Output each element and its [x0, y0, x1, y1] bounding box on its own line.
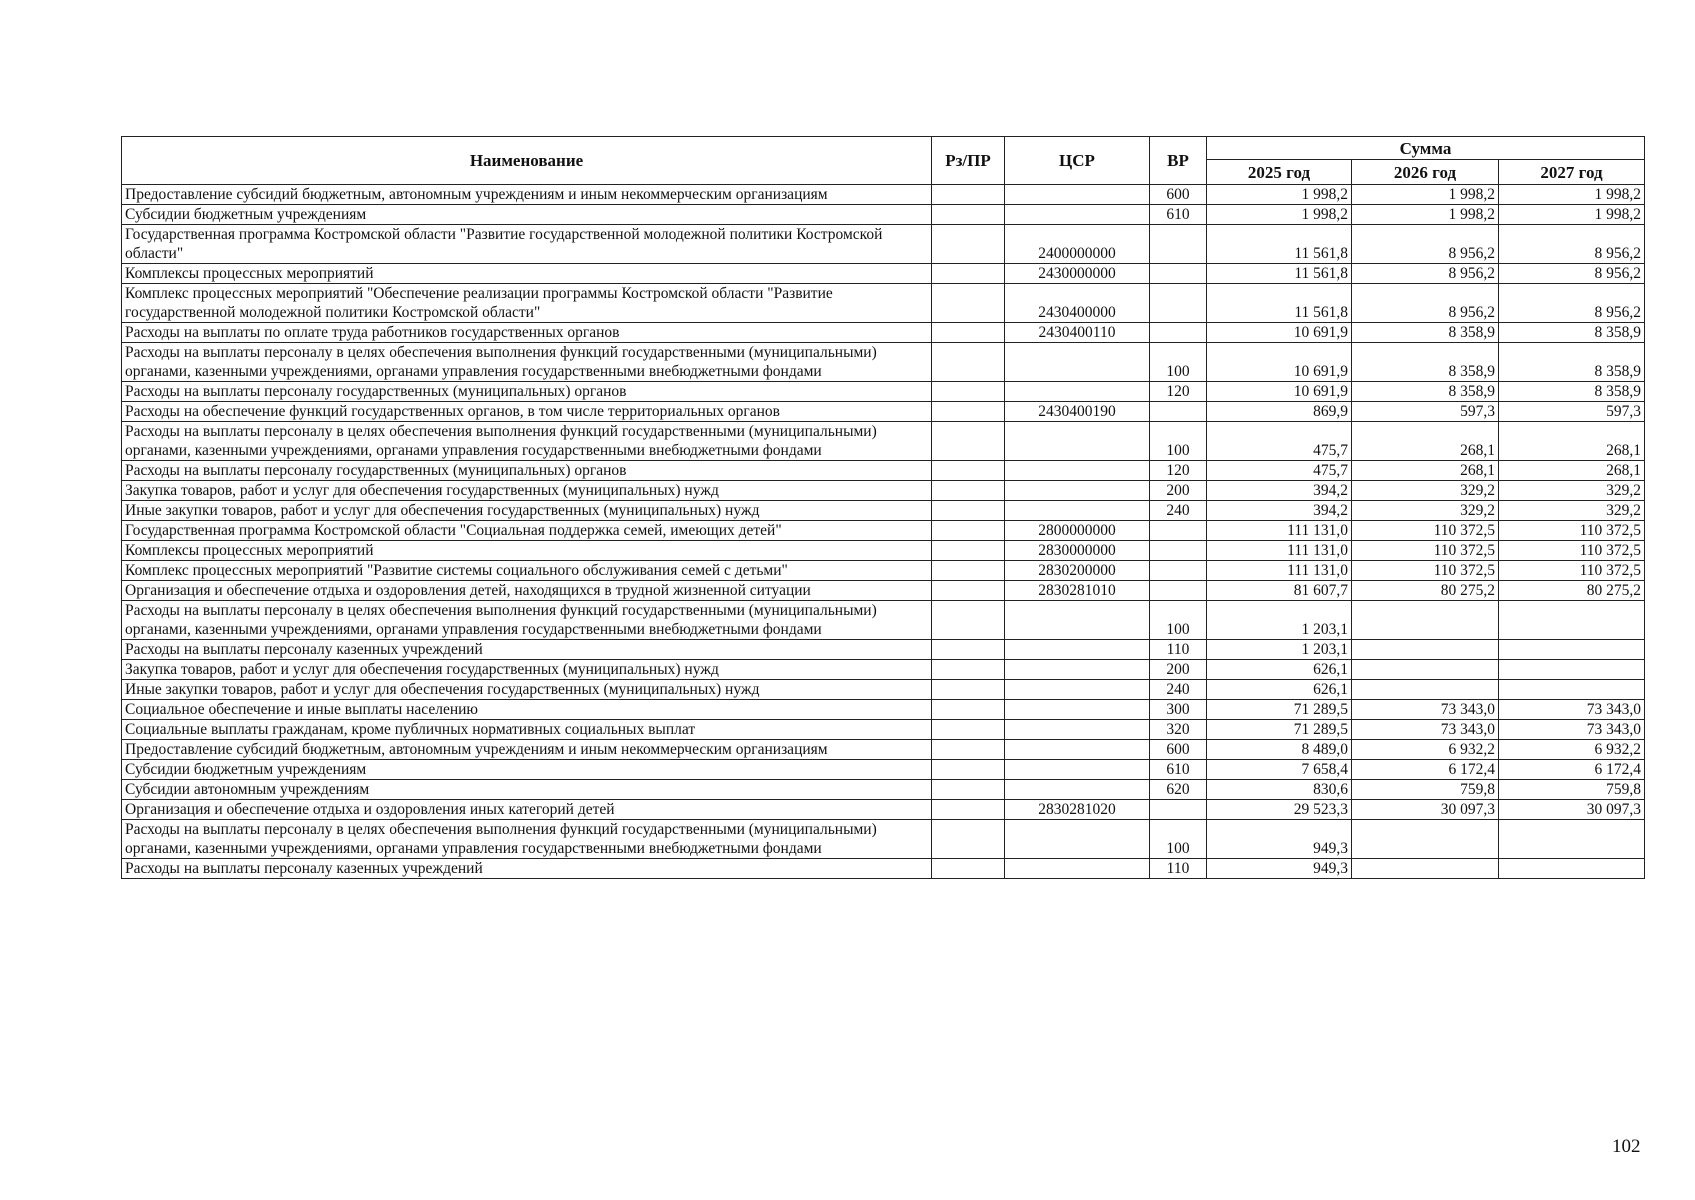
cell-2027: 73 343,0: [1499, 700, 1645, 720]
table-row: [122, 284, 1645, 323]
cell-2026: 110 372,5: [1352, 521, 1499, 541]
table-row: [122, 700, 1645, 720]
cell-name: Предоставление субсидий бюджетным, автономным учреждениям и иным некоммерческим организациям: [122, 740, 932, 760]
cell-2025: 71 289,5: [1207, 720, 1352, 740]
cell-name: Расходы на выплаты персоналу в целях обеспечения выполнения функций государственными (муниципальными) органами, казенными учреждениями, органами управления государственными внебюджетными фондами: [122, 820, 932, 859]
table-row: [122, 640, 1645, 660]
cell-2026: 80 275,2: [1352, 581, 1499, 601]
cell-name: Расходы на выплаты персоналу государственных (муниципальных) органов: [122, 382, 932, 402]
cell-rzpr: [932, 343, 1005, 382]
table-row: [122, 680, 1645, 700]
cell-name: Комплексы процессных мероприятий: [122, 264, 932, 284]
cell-vr: 320: [1150, 720, 1207, 740]
cell-csr: 2430400110: [1005, 323, 1150, 343]
cell-csr: [1005, 859, 1150, 879]
cell-csr: [1005, 501, 1150, 521]
cell-2025: 626,1: [1207, 680, 1352, 700]
cell-name: Субсидии бюджетным учреждениям: [122, 760, 932, 780]
cell-2026: 268,1: [1352, 461, 1499, 481]
cell-2026: 8 956,2: [1352, 225, 1499, 264]
table-row: [122, 185, 1645, 205]
cell-csr: [1005, 740, 1150, 760]
cell-vr: [1150, 561, 1207, 581]
cell-2026: 329,2: [1352, 481, 1499, 501]
cell-csr: [1005, 343, 1150, 382]
cell-2025: 10 691,9: [1207, 382, 1352, 402]
cell-csr: [1005, 680, 1150, 700]
cell-2025: 81 607,7: [1207, 581, 1352, 601]
table-row: [122, 820, 1645, 859]
cell-2026: 329,2: [1352, 501, 1499, 521]
table-row: [122, 461, 1645, 481]
cell-vr: 110: [1150, 640, 1207, 660]
cell-2025: 830,6: [1207, 780, 1352, 800]
cell-vr: 100: [1150, 820, 1207, 859]
cell-2025: 10 691,9: [1207, 343, 1352, 382]
table-row: [122, 541, 1645, 561]
cell-name: Комплекс процессных мероприятий "Обеспечение реализации программы Костромской области "Развитие государственной молодежной политики Костромской области": [122, 284, 932, 323]
cell-2026: [1352, 601, 1499, 640]
header-sum: Сумма: [1207, 137, 1645, 160]
header-year-2025: 2025 год: [1207, 160, 1352, 185]
header-vr: ВР: [1150, 137, 1207, 185]
cell-rzpr: [932, 760, 1005, 780]
cell-rzpr: [932, 561, 1005, 581]
cell-2025: 10 691,9: [1207, 323, 1352, 343]
table-row: [122, 323, 1645, 343]
cell-2026: 1 998,2: [1352, 205, 1499, 225]
cell-2026: 8 358,9: [1352, 343, 1499, 382]
cell-2027: 8 358,9: [1499, 382, 1645, 402]
cell-2027: 8 956,2: [1499, 264, 1645, 284]
cell-rzpr: [932, 581, 1005, 601]
cell-name: Закупка товаров, работ и услуг для обеспечения государственных (муниципальных) нужд: [122, 481, 932, 501]
cell-rzpr: [932, 264, 1005, 284]
cell-vr: [1150, 225, 1207, 264]
cell-2026: [1352, 640, 1499, 660]
cell-name: Государственная программа Костромской области "Развитие государственной молодежной политики Костромской области": [122, 225, 932, 264]
cell-rzpr: [932, 521, 1005, 541]
cell-csr: [1005, 820, 1150, 859]
cell-2025: 475,7: [1207, 461, 1352, 481]
cell-vr: 110: [1150, 859, 1207, 879]
cell-2027: 73 343,0: [1499, 720, 1645, 740]
cell-vr: 100: [1150, 601, 1207, 640]
cell-2027: 1 998,2: [1499, 205, 1645, 225]
cell-2026: 6 932,2: [1352, 740, 1499, 760]
cell-csr: [1005, 205, 1150, 225]
table-row: [122, 859, 1645, 879]
table-row: [122, 581, 1645, 601]
cell-vr: 600: [1150, 185, 1207, 205]
cell-rzpr: [932, 740, 1005, 760]
table-row: [122, 561, 1645, 581]
cell-2025: 1 203,1: [1207, 640, 1352, 660]
cell-2025: 111 131,0: [1207, 541, 1352, 561]
cell-name: Социальное обеспечение и иные выплаты населению: [122, 700, 932, 720]
cell-name: Закупка товаров, работ и услуг для обеспечения государственных (муниципальных) нужд: [122, 660, 932, 680]
cell-2026: 597,3: [1352, 402, 1499, 422]
cell-csr: [1005, 461, 1150, 481]
cell-vr: 620: [1150, 780, 1207, 800]
header-year-2026: 2026 год: [1352, 160, 1499, 185]
cell-rzpr: [932, 323, 1005, 343]
table-row: [122, 264, 1645, 284]
cell-2027: 6 932,2: [1499, 740, 1645, 760]
cell-csr: [1005, 700, 1150, 720]
cell-vr: 240: [1150, 501, 1207, 521]
cell-vr: 120: [1150, 382, 1207, 402]
table-row: [122, 800, 1645, 820]
cell-2025: 869,9: [1207, 402, 1352, 422]
cell-2027: 759,8: [1499, 780, 1645, 800]
table-row: [122, 660, 1645, 680]
table-row: [122, 760, 1645, 780]
cell-2025: 626,1: [1207, 660, 1352, 680]
cell-name: Субсидии автономным учреждениям: [122, 780, 932, 800]
cell-2027: [1499, 601, 1645, 640]
cell-vr: [1150, 521, 1207, 541]
cell-vr: 610: [1150, 205, 1207, 225]
cell-2026: [1352, 660, 1499, 680]
cell-2027: 8 956,2: [1499, 225, 1645, 264]
cell-2026: 6 172,4: [1352, 760, 1499, 780]
cell-2026: [1352, 859, 1499, 879]
cell-vr: [1150, 284, 1207, 323]
cell-2027: 8 358,9: [1499, 323, 1645, 343]
cell-2025: 8 489,0: [1207, 740, 1352, 760]
cell-rzpr: [932, 640, 1005, 660]
table-row: [122, 343, 1645, 382]
cell-csr: [1005, 601, 1150, 640]
cell-2025: 11 561,8: [1207, 284, 1352, 323]
cell-name: Расходы на выплаты персоналу казенных учреждений: [122, 859, 932, 879]
cell-rzpr: [932, 800, 1005, 820]
cell-rzpr: [932, 382, 1005, 402]
cell-csr: 2830200000: [1005, 561, 1150, 581]
cell-csr: 2830281020: [1005, 800, 1150, 820]
cell-rzpr: [932, 859, 1005, 879]
cell-2026: 8 358,9: [1352, 323, 1499, 343]
cell-csr: 2830000000: [1005, 541, 1150, 561]
cell-csr: [1005, 185, 1150, 205]
cell-2026: 110 372,5: [1352, 541, 1499, 561]
cell-2027: [1499, 820, 1645, 859]
cell-2027: 110 372,5: [1499, 541, 1645, 561]
cell-2026: 759,8: [1352, 780, 1499, 800]
header-year-2027: 2027 год: [1499, 160, 1645, 185]
cell-vr: 200: [1150, 481, 1207, 501]
cell-rzpr: [932, 720, 1005, 740]
header-name: Наименование: [122, 137, 932, 185]
cell-vr: 100: [1150, 343, 1207, 382]
cell-2025: 394,2: [1207, 501, 1352, 521]
table-row: [122, 225, 1645, 264]
cell-csr: [1005, 422, 1150, 461]
cell-2027: 110 372,5: [1499, 521, 1645, 541]
cell-csr: 2430000000: [1005, 264, 1150, 284]
cell-rzpr: [932, 820, 1005, 859]
cell-2027: 597,3: [1499, 402, 1645, 422]
cell-rzpr: [932, 601, 1005, 640]
cell-rzpr: [932, 541, 1005, 561]
cell-vr: 120: [1150, 461, 1207, 481]
table-row: [122, 521, 1645, 541]
cell-csr: [1005, 481, 1150, 501]
cell-2026: 8 956,2: [1352, 264, 1499, 284]
cell-name: Субсидии бюджетным учреждениям: [122, 205, 932, 225]
cell-name: Организация и обеспечение отдыха и оздоровления детей, находящихся в трудной жизненной ситуации: [122, 581, 932, 601]
cell-2025: 29 523,3: [1207, 800, 1352, 820]
cell-2025: 111 131,0: [1207, 521, 1352, 541]
table-header: [122, 137, 1645, 185]
cell-name: Комплекс процессных мероприятий "Развитие системы социального обслуживания семей с детьми": [122, 561, 932, 581]
cell-2025: 394,2: [1207, 481, 1352, 501]
cell-rzpr: [932, 402, 1005, 422]
cell-rzpr: [932, 422, 1005, 461]
cell-rzpr: [932, 481, 1005, 501]
cell-2027: 110 372,5: [1499, 561, 1645, 581]
table-row: [122, 740, 1645, 760]
cell-rzpr: [932, 185, 1005, 205]
cell-vr: 240: [1150, 680, 1207, 700]
cell-2025: 111 131,0: [1207, 561, 1352, 581]
cell-2027: 329,2: [1499, 501, 1645, 521]
budget-table: [121, 136, 1645, 879]
table-row: [122, 481, 1645, 501]
cell-rzpr: [932, 501, 1005, 521]
cell-name: Расходы на выплаты по оплате труда работников государственных органов: [122, 323, 932, 343]
cell-rzpr: [932, 700, 1005, 720]
cell-vr: [1150, 264, 1207, 284]
cell-csr: [1005, 382, 1150, 402]
cell-name: Расходы на выплаты персоналу казенных учреждений: [122, 640, 932, 660]
cell-2027: [1499, 680, 1645, 700]
cell-csr: 2800000000: [1005, 521, 1150, 541]
cell-name: Государственная программа Костромской области "Социальная поддержка семей, имеющих детей": [122, 521, 932, 541]
cell-2026: 30 097,3: [1352, 800, 1499, 820]
cell-rzpr: [932, 225, 1005, 264]
cell-2025: 475,7: [1207, 422, 1352, 461]
cell-vr: 200: [1150, 660, 1207, 680]
cell-vr: [1150, 541, 1207, 561]
cell-2025: 1 998,2: [1207, 185, 1352, 205]
cell-2026: 73 343,0: [1352, 700, 1499, 720]
cell-2027: [1499, 660, 1645, 680]
cell-2027: 8 358,9: [1499, 343, 1645, 382]
cell-csr: 2430400190: [1005, 402, 1150, 422]
cell-vr: 100: [1150, 422, 1207, 461]
table-row: [122, 501, 1645, 521]
cell-name: Расходы на обеспечение функций государственных органов, в том числе территориальных органов: [122, 402, 932, 422]
cell-csr: [1005, 780, 1150, 800]
cell-rzpr: [932, 680, 1005, 700]
cell-csr: 2830281010: [1005, 581, 1150, 601]
cell-name: Социальные выплаты гражданам, кроме публичных нормативных социальных выплат: [122, 720, 932, 740]
cell-name: Иные закупки товаров, работ и услуг для обеспечения государственных (муниципальных) нужд: [122, 680, 932, 700]
cell-2027: 1 998,2: [1499, 185, 1645, 205]
cell-csr: [1005, 760, 1150, 780]
cell-vr: 600: [1150, 740, 1207, 760]
cell-name: Расходы на выплаты персоналу государственных (муниципальных) органов: [122, 461, 932, 481]
cell-vr: [1150, 581, 1207, 601]
cell-vr: [1150, 402, 1207, 422]
cell-2026: 8 358,9: [1352, 382, 1499, 402]
cell-vr: [1150, 800, 1207, 820]
cell-rzpr: [932, 660, 1005, 680]
table-row: [122, 780, 1645, 800]
cell-2027: [1499, 640, 1645, 660]
cell-vr: 300: [1150, 700, 1207, 720]
cell-2027: 268,1: [1499, 461, 1645, 481]
cell-rzpr: [932, 205, 1005, 225]
cell-2027: 30 097,3: [1499, 800, 1645, 820]
cell-2025: 1 203,1: [1207, 601, 1352, 640]
cell-2025: 949,3: [1207, 820, 1352, 859]
cell-csr: [1005, 640, 1150, 660]
cell-rzpr: [932, 780, 1005, 800]
cell-2027: 8 956,2: [1499, 284, 1645, 323]
cell-2027: 268,1: [1499, 422, 1645, 461]
table-row: [122, 402, 1645, 422]
cell-vr: [1150, 323, 1207, 343]
cell-name: Расходы на выплаты персоналу в целях обеспечения выполнения функций государственными (муниципальными) органами, казенными учреждениями, органами управления государственными внебюджетными фондами: [122, 343, 932, 382]
cell-csr: [1005, 660, 1150, 680]
cell-2025: 7 658,4: [1207, 760, 1352, 780]
cell-2025: 11 561,8: [1207, 264, 1352, 284]
table-row: [122, 720, 1645, 740]
cell-vr: 610: [1150, 760, 1207, 780]
cell-rzpr: [932, 284, 1005, 323]
table-row: [122, 601, 1645, 640]
cell-2025: 11 561,8: [1207, 225, 1352, 264]
cell-name: Расходы на выплаты персоналу в целях обеспечения выполнения функций государственными (муниципальными) органами, казенными учреждениями, органами управления государственными внебюджетными фондами: [122, 422, 932, 461]
cell-2026: 268,1: [1352, 422, 1499, 461]
cell-2026: 110 372,5: [1352, 561, 1499, 581]
cell-2027: 80 275,2: [1499, 581, 1645, 601]
cell-2025: 1 998,2: [1207, 205, 1352, 225]
table-body: [122, 185, 1645, 879]
cell-2027: 329,2: [1499, 481, 1645, 501]
cell-rzpr: [932, 461, 1005, 481]
cell-2027: [1499, 859, 1645, 879]
cell-2025: 71 289,5: [1207, 700, 1352, 720]
page-number: 102: [1612, 1136, 1641, 1157]
cell-name: Иные закупки товаров, работ и услуг для обеспечения государственных (муниципальных) нужд: [122, 501, 932, 521]
table-row: [122, 382, 1645, 402]
cell-2027: 6 172,4: [1499, 760, 1645, 780]
cell-2026: 1 998,2: [1352, 185, 1499, 205]
cell-name: Организация и обеспечение отдыха и оздоровления иных категорий детей: [122, 800, 932, 820]
cell-2026: 73 343,0: [1352, 720, 1499, 740]
header-rzpr: Рз/ПР: [932, 137, 1005, 185]
cell-2025: 949,3: [1207, 859, 1352, 879]
cell-name: Комплексы процессных мероприятий: [122, 541, 932, 561]
cell-csr: 2400000000: [1005, 225, 1150, 264]
header-csr: ЦСР: [1005, 137, 1150, 185]
cell-csr: 2430400000: [1005, 284, 1150, 323]
cell-2026: [1352, 820, 1499, 859]
cell-name: Предоставление субсидий бюджетным, автономным учреждениям и иным некоммерческим организациям: [122, 185, 932, 205]
table-row: [122, 422, 1645, 461]
cell-2026: [1352, 680, 1499, 700]
table-row: [122, 205, 1645, 225]
cell-csr: [1005, 720, 1150, 740]
cell-2026: 8 956,2: [1352, 284, 1499, 323]
cell-name: Расходы на выплаты персоналу в целях обеспечения выполнения функций государственными (муниципальными) органами, казенными учреждениями, органами управления государственными внебюджетными фондами: [122, 601, 932, 640]
